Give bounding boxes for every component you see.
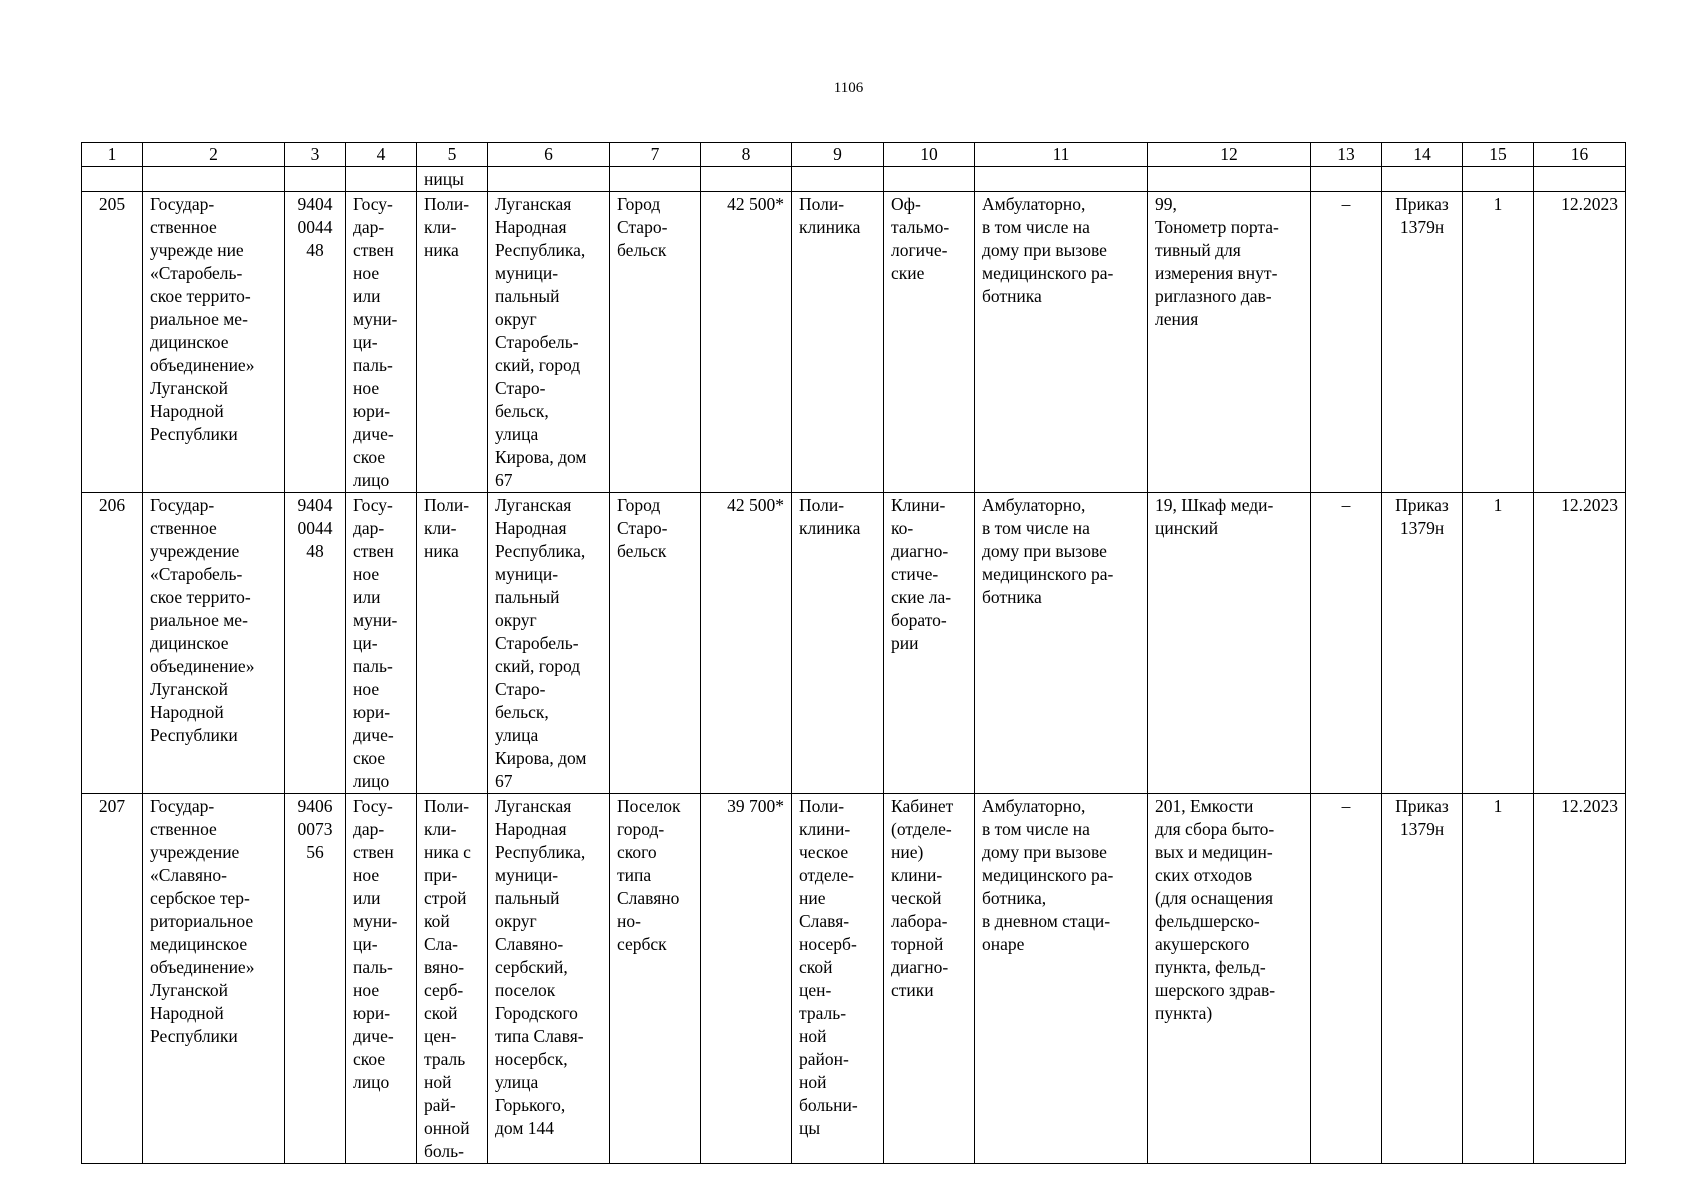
table-cell bbox=[610, 167, 701, 192]
column-header: 1 bbox=[82, 143, 143, 167]
table-cell bbox=[346, 167, 417, 192]
quantity-cell: 1 bbox=[1463, 192, 1534, 493]
table-cell bbox=[285, 167, 346, 192]
address-cell: Луганская Народная Республика, муници- пальный округ Старобель- ский, город Старо- бельск, улица Кирова, дом 67 bbox=[488, 192, 610, 493]
order-cell: Приказ 1379н bbox=[1382, 493, 1463, 794]
address-cell: Луганская Народная Республика, муници- пальный округ Славяно- сербский, поселок Городского типа Славя- носербск, улица Горького, дом 144 bbox=[488, 794, 610, 1164]
unit-cell: Оф- тальмо- логиче- ские bbox=[884, 192, 975, 493]
page-number: 1106 bbox=[833, 80, 864, 96]
date-cell: 12.2023 bbox=[1534, 794, 1626, 1164]
settlement-cell: Поселок город- ского типа Славяно но- сербск bbox=[610, 794, 701, 1164]
order-cell: Приказ 1379н bbox=[1382, 192, 1463, 493]
table-cell bbox=[1311, 167, 1382, 192]
legal-form-cell: Госу- дар- ствен ное или муни- ци- паль- ное юри- диче- ское лицо bbox=[346, 493, 417, 794]
data-table bbox=[81, 142, 1626, 1164]
column-header: 7 bbox=[610, 143, 701, 167]
division-cell: Поли- клиника bbox=[792, 493, 884, 794]
table-cell bbox=[82, 167, 143, 192]
care-conditions-cell: Амбулаторно, в том числе на дому при вызове медицинского ра- ботника bbox=[975, 493, 1148, 794]
column-header: 2 bbox=[143, 143, 285, 167]
quantity-cell: 1 bbox=[1463, 493, 1534, 794]
legal-form-cell: Госу- дар- ствен ное или муни- ци- паль- ное юри- диче- ское лицо bbox=[346, 794, 417, 1164]
column-header: 10 bbox=[884, 143, 975, 167]
table-cell bbox=[1463, 167, 1534, 192]
inn-cell: 9404 0044 48 bbox=[285, 493, 346, 794]
column-header: 15 bbox=[1463, 143, 1534, 167]
table-cell bbox=[488, 167, 610, 192]
inn-cell: 9406 0073 56 bbox=[285, 794, 346, 1164]
population-cell: 39 700* bbox=[701, 794, 792, 1164]
inn-cell: 9404 0044 48 bbox=[285, 192, 346, 493]
column-header: 3 bbox=[285, 143, 346, 167]
dash-cell: – bbox=[1311, 192, 1382, 493]
row-number-cell: 207 bbox=[82, 794, 143, 1164]
column-header: 9 bbox=[792, 143, 884, 167]
population-cell: 42 500* bbox=[701, 192, 792, 493]
facility-type-cell: Поли- кли- ника bbox=[417, 192, 488, 493]
table-cell bbox=[975, 167, 1148, 192]
table-cell: ницы bbox=[417, 167, 488, 192]
row-number-cell: 205 bbox=[82, 192, 143, 493]
column-header: 6 bbox=[488, 143, 610, 167]
population-cell: 42 500* bbox=[701, 493, 792, 794]
care-conditions-cell: Амбулаторно, в том числе на дому при вызове медицинского ра- ботника, в дневном стаци- онаре bbox=[975, 794, 1148, 1164]
table-cell bbox=[792, 167, 884, 192]
organization-name-cell: Государ- ственное учреждение «Старобель- ское террито- риальное ме- дицинское объединение» Луганской Народной Республики bbox=[143, 493, 285, 794]
table-row bbox=[82, 493, 1626, 794]
table-cell bbox=[884, 167, 975, 192]
division-cell: Поли- клиника bbox=[792, 192, 884, 493]
facility-type-cell: Поли- кли- ника bbox=[417, 493, 488, 794]
continuation-row bbox=[82, 167, 1626, 192]
table-cell bbox=[1148, 167, 1311, 192]
order-cell: Приказ 1379н bbox=[1382, 794, 1463, 1164]
header-row bbox=[82, 143, 1626, 167]
settlement-cell: Город Старо- бельск bbox=[610, 192, 701, 493]
organization-name-cell: Государ- ственное учрежде ние «Старобель- ское террито- риальное ме- дицинское объединение» Луганской Народной Республики bbox=[143, 192, 285, 493]
organization-name-cell: Государ- ственное учреждение «Славяно- сербское тер- риториальное медицинское объединение» Луганской Народной Республики bbox=[143, 794, 285, 1164]
dash-cell: – bbox=[1311, 493, 1382, 794]
table-row bbox=[82, 794, 1626, 1164]
date-cell: 12.2023 bbox=[1534, 493, 1626, 794]
column-header: 16 bbox=[1534, 143, 1626, 167]
equipment-cell: 99, Тонометр порта- тивный для измерения внут- риглазного дав- ления bbox=[1148, 192, 1311, 493]
settlement-cell: Город Старо- бельск bbox=[610, 493, 701, 794]
legal-form-cell: Госу- дар- ствен ное или муни- ци- паль- ное юри- диче- ское лицо bbox=[346, 192, 417, 493]
column-header: 4 bbox=[346, 143, 417, 167]
unit-cell: Кабинет (отделе- ние) клини- ческой лабора- торной диагно- стики bbox=[884, 794, 975, 1164]
column-header: 5 bbox=[417, 143, 488, 167]
column-header: 13 bbox=[1311, 143, 1382, 167]
equipment-cell: 19, Шкаф меди- цинский bbox=[1148, 493, 1311, 794]
column-header: 12 bbox=[1148, 143, 1311, 167]
table-row bbox=[82, 192, 1626, 493]
table-cell bbox=[143, 167, 285, 192]
dash-cell: – bbox=[1311, 794, 1382, 1164]
column-header: 8 bbox=[701, 143, 792, 167]
table-cell bbox=[1534, 167, 1626, 192]
date-cell: 12.2023 bbox=[1534, 192, 1626, 493]
address-cell: Луганская Народная Республика, муници- пальный округ Старобель- ский, город Старо- бельск, улица Кирова, дом 67 bbox=[488, 493, 610, 794]
table-cell bbox=[1382, 167, 1463, 192]
table-cell bbox=[701, 167, 792, 192]
column-header: 11 bbox=[975, 143, 1148, 167]
division-cell: Поли- клини- ческое отделе- ние Славя- носерб- ской цен- траль- ной район- ной больни- цы bbox=[792, 794, 884, 1164]
row-number-cell: 206 bbox=[82, 493, 143, 794]
quantity-cell: 1 bbox=[1463, 794, 1534, 1164]
care-conditions-cell: Амбулаторно, в том числе на дому при вызове медицинского ра- ботника bbox=[975, 192, 1148, 493]
column-header: 14 bbox=[1382, 143, 1463, 167]
unit-cell: Клини- ко- диагно- стиче- ские ла- борато- рии bbox=[884, 493, 975, 794]
equipment-cell: 201, Емкости для сбора быто- вых и медицин- ских отходов (для оснащения фельдшерско- акушерского пункта, фельд- шерского здрав- пункта) bbox=[1148, 794, 1311, 1164]
facility-type-cell: Поли- кли- ника с при- строй кой Сла- вяно- серб- ской цен- траль ной рай- онной боль- bbox=[417, 794, 488, 1164]
